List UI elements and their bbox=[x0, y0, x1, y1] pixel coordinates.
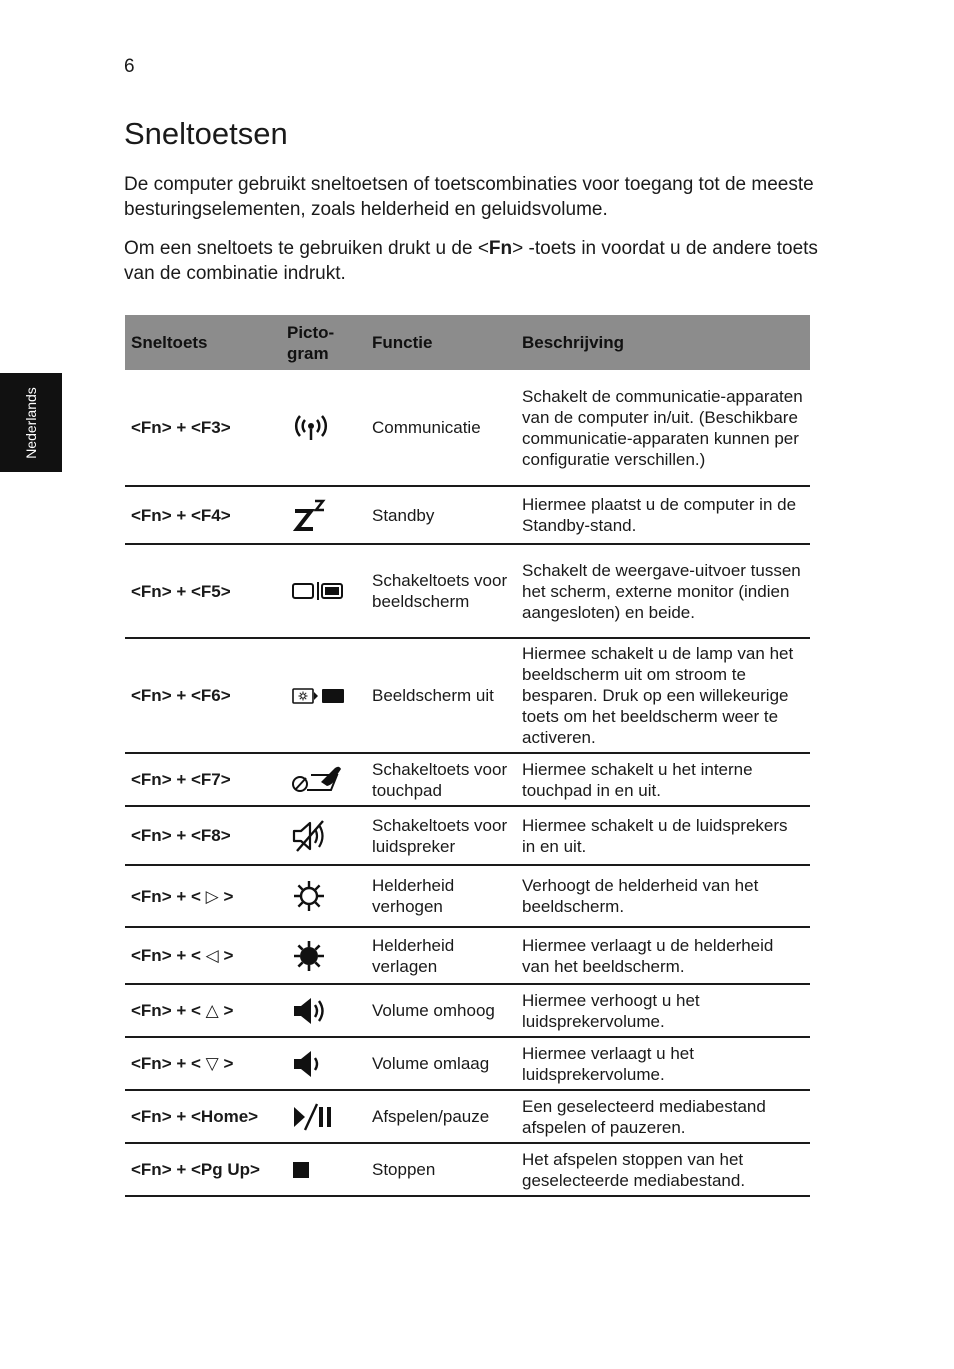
description-cell: Schakelt de weergave-uitvoer tussen het scherm, externe monitor (indien aangesloten) en beide. bbox=[516, 544, 810, 638]
description-cell: Verhoogt de helderheid van het beeldscherm. bbox=[516, 865, 810, 927]
hotkeys-table bbox=[125, 315, 810, 1197]
header-key: Sneltoets bbox=[125, 315, 281, 370]
function-cell: Standby bbox=[366, 486, 516, 544]
table-header-row bbox=[125, 315, 810, 370]
volume-down-icon bbox=[291, 1048, 329, 1080]
table-row bbox=[125, 806, 810, 865]
description-cell: Hiermee verhoogt u het luidsprekervolume. bbox=[516, 984, 810, 1037]
table-row bbox=[125, 544, 810, 638]
hotkey-cell: <Fn> + < ◁ > bbox=[125, 927, 281, 984]
description-cell: Een geselecteerd mediabestand afspelen of pauzeren. bbox=[516, 1090, 810, 1143]
header-icon: Picto-gram bbox=[281, 315, 366, 370]
page-title: Sneltoetsen bbox=[124, 116, 288, 151]
function-cell: Schakeltoets voor beeldscherm bbox=[366, 544, 516, 638]
hotkey-cell: <Fn> + <F5> bbox=[125, 544, 281, 638]
wireless-communication-icon bbox=[291, 412, 335, 444]
fn-key-label: Fn bbox=[488, 238, 513, 259]
table-row bbox=[125, 638, 810, 753]
function-cell: Communicatie bbox=[366, 370, 516, 486]
intro-text-after: > -toets in voordat u de andere toets van de combinatie indrukt. bbox=[124, 238, 818, 284]
function-cell: Schakeltoets voor touchpad bbox=[366, 753, 516, 806]
speaker-mute-icon bbox=[291, 819, 331, 853]
display-switch-icon bbox=[291, 580, 347, 602]
table-row bbox=[125, 984, 810, 1037]
hotkey-cell: <Fn> + < ▷ > bbox=[125, 865, 281, 927]
sleep-zz-icon bbox=[291, 497, 331, 533]
header-function: Functie bbox=[366, 315, 516, 370]
header-description: Beschrijving bbox=[516, 315, 810, 370]
intro-paragraph-2 bbox=[124, 236, 824, 286]
page-number: 6 bbox=[124, 56, 135, 77]
table-row bbox=[125, 865, 810, 927]
description-cell: Schakelt de communicatie-apparaten van de computer in/uit. (Beschikbare communicatie-apparaten kunnen per configuratie verschillen.) bbox=[516, 370, 810, 486]
description-cell: Hiermee verlaagt u het luidsprekervolume. bbox=[516, 1037, 810, 1090]
function-cell: Volume omlaag bbox=[366, 1037, 516, 1090]
function-cell: Afspelen/pauze bbox=[366, 1090, 516, 1143]
display-off-icon bbox=[291, 686, 349, 706]
function-cell: Schakeltoets voor luidspreker bbox=[366, 806, 516, 865]
hotkey-cell: <Fn> + <F3> bbox=[125, 370, 281, 486]
table-row bbox=[125, 370, 810, 486]
touchpad-toggle-icon bbox=[291, 764, 347, 796]
function-cell: Volume omhoog bbox=[366, 984, 516, 1037]
table-row bbox=[125, 1037, 810, 1090]
hotkey-cell: <Fn> + <F4> bbox=[125, 486, 281, 544]
description-cell: Hiermee schakelt u de lamp van het beeldscherm uit om stroom te besparen. Druk op een willekeurige toets om het beeldscherm weer te activeren. bbox=[516, 638, 810, 753]
hotkey-cell: <Fn> + < ▽ > bbox=[125, 1037, 281, 1090]
play-pause-icon bbox=[291, 1102, 335, 1132]
table-row bbox=[125, 486, 810, 544]
hotkey-cell: <Fn> + <F6> bbox=[125, 638, 281, 753]
language-side-tab bbox=[0, 373, 62, 472]
hotkey-cell: <Fn> + < △ > bbox=[125, 984, 281, 1037]
hotkey-cell: <Fn> + <Home> bbox=[125, 1090, 281, 1143]
table-row bbox=[125, 1143, 810, 1196]
hotkey-cell: <Fn> + <Pg Up> bbox=[125, 1143, 281, 1196]
stop-icon bbox=[291, 1160, 311, 1180]
description-cell: Hiermee plaatst u de computer in de Standby-stand. bbox=[516, 486, 810, 544]
brightness-up-icon bbox=[291, 878, 327, 914]
table-row bbox=[125, 927, 810, 984]
language-label: Nederlands bbox=[23, 387, 39, 459]
function-cell: Helderheid verlagen bbox=[366, 927, 516, 984]
function-cell: Stoppen bbox=[366, 1143, 516, 1196]
description-cell: Hiermee verlaagt u de helderheid van het beeldscherm. bbox=[516, 927, 810, 984]
brightness-down-icon bbox=[291, 938, 327, 974]
table-row bbox=[125, 753, 810, 806]
hotkey-cell: <Fn> + <F7> bbox=[125, 753, 281, 806]
intro-text-before: Om een sneltoets te gebruiken drukt u de < bbox=[124, 238, 489, 259]
description-cell: Hiermee schakelt u het interne touchpad in en uit. bbox=[516, 753, 810, 806]
intro-paragraph-1: De computer gebruikt sneltoetsen of toetscombinaties voor toegang tot de meeste besturingselementen, zoals helderheid en geluidsvolume. bbox=[124, 174, 814, 220]
table-row bbox=[125, 1090, 810, 1143]
function-cell: Beeldscherm uit bbox=[366, 638, 516, 753]
volume-up-icon bbox=[291, 995, 329, 1027]
description-cell: Het afspelen stoppen van het geselecteerde mediabestand. bbox=[516, 1143, 810, 1196]
description-cell: Hiermee schakelt u de luidsprekers in en uit. bbox=[516, 806, 810, 865]
hotkey-cell: <Fn> + <F8> bbox=[125, 806, 281, 865]
function-cell: Helderheid verhogen bbox=[366, 865, 516, 927]
